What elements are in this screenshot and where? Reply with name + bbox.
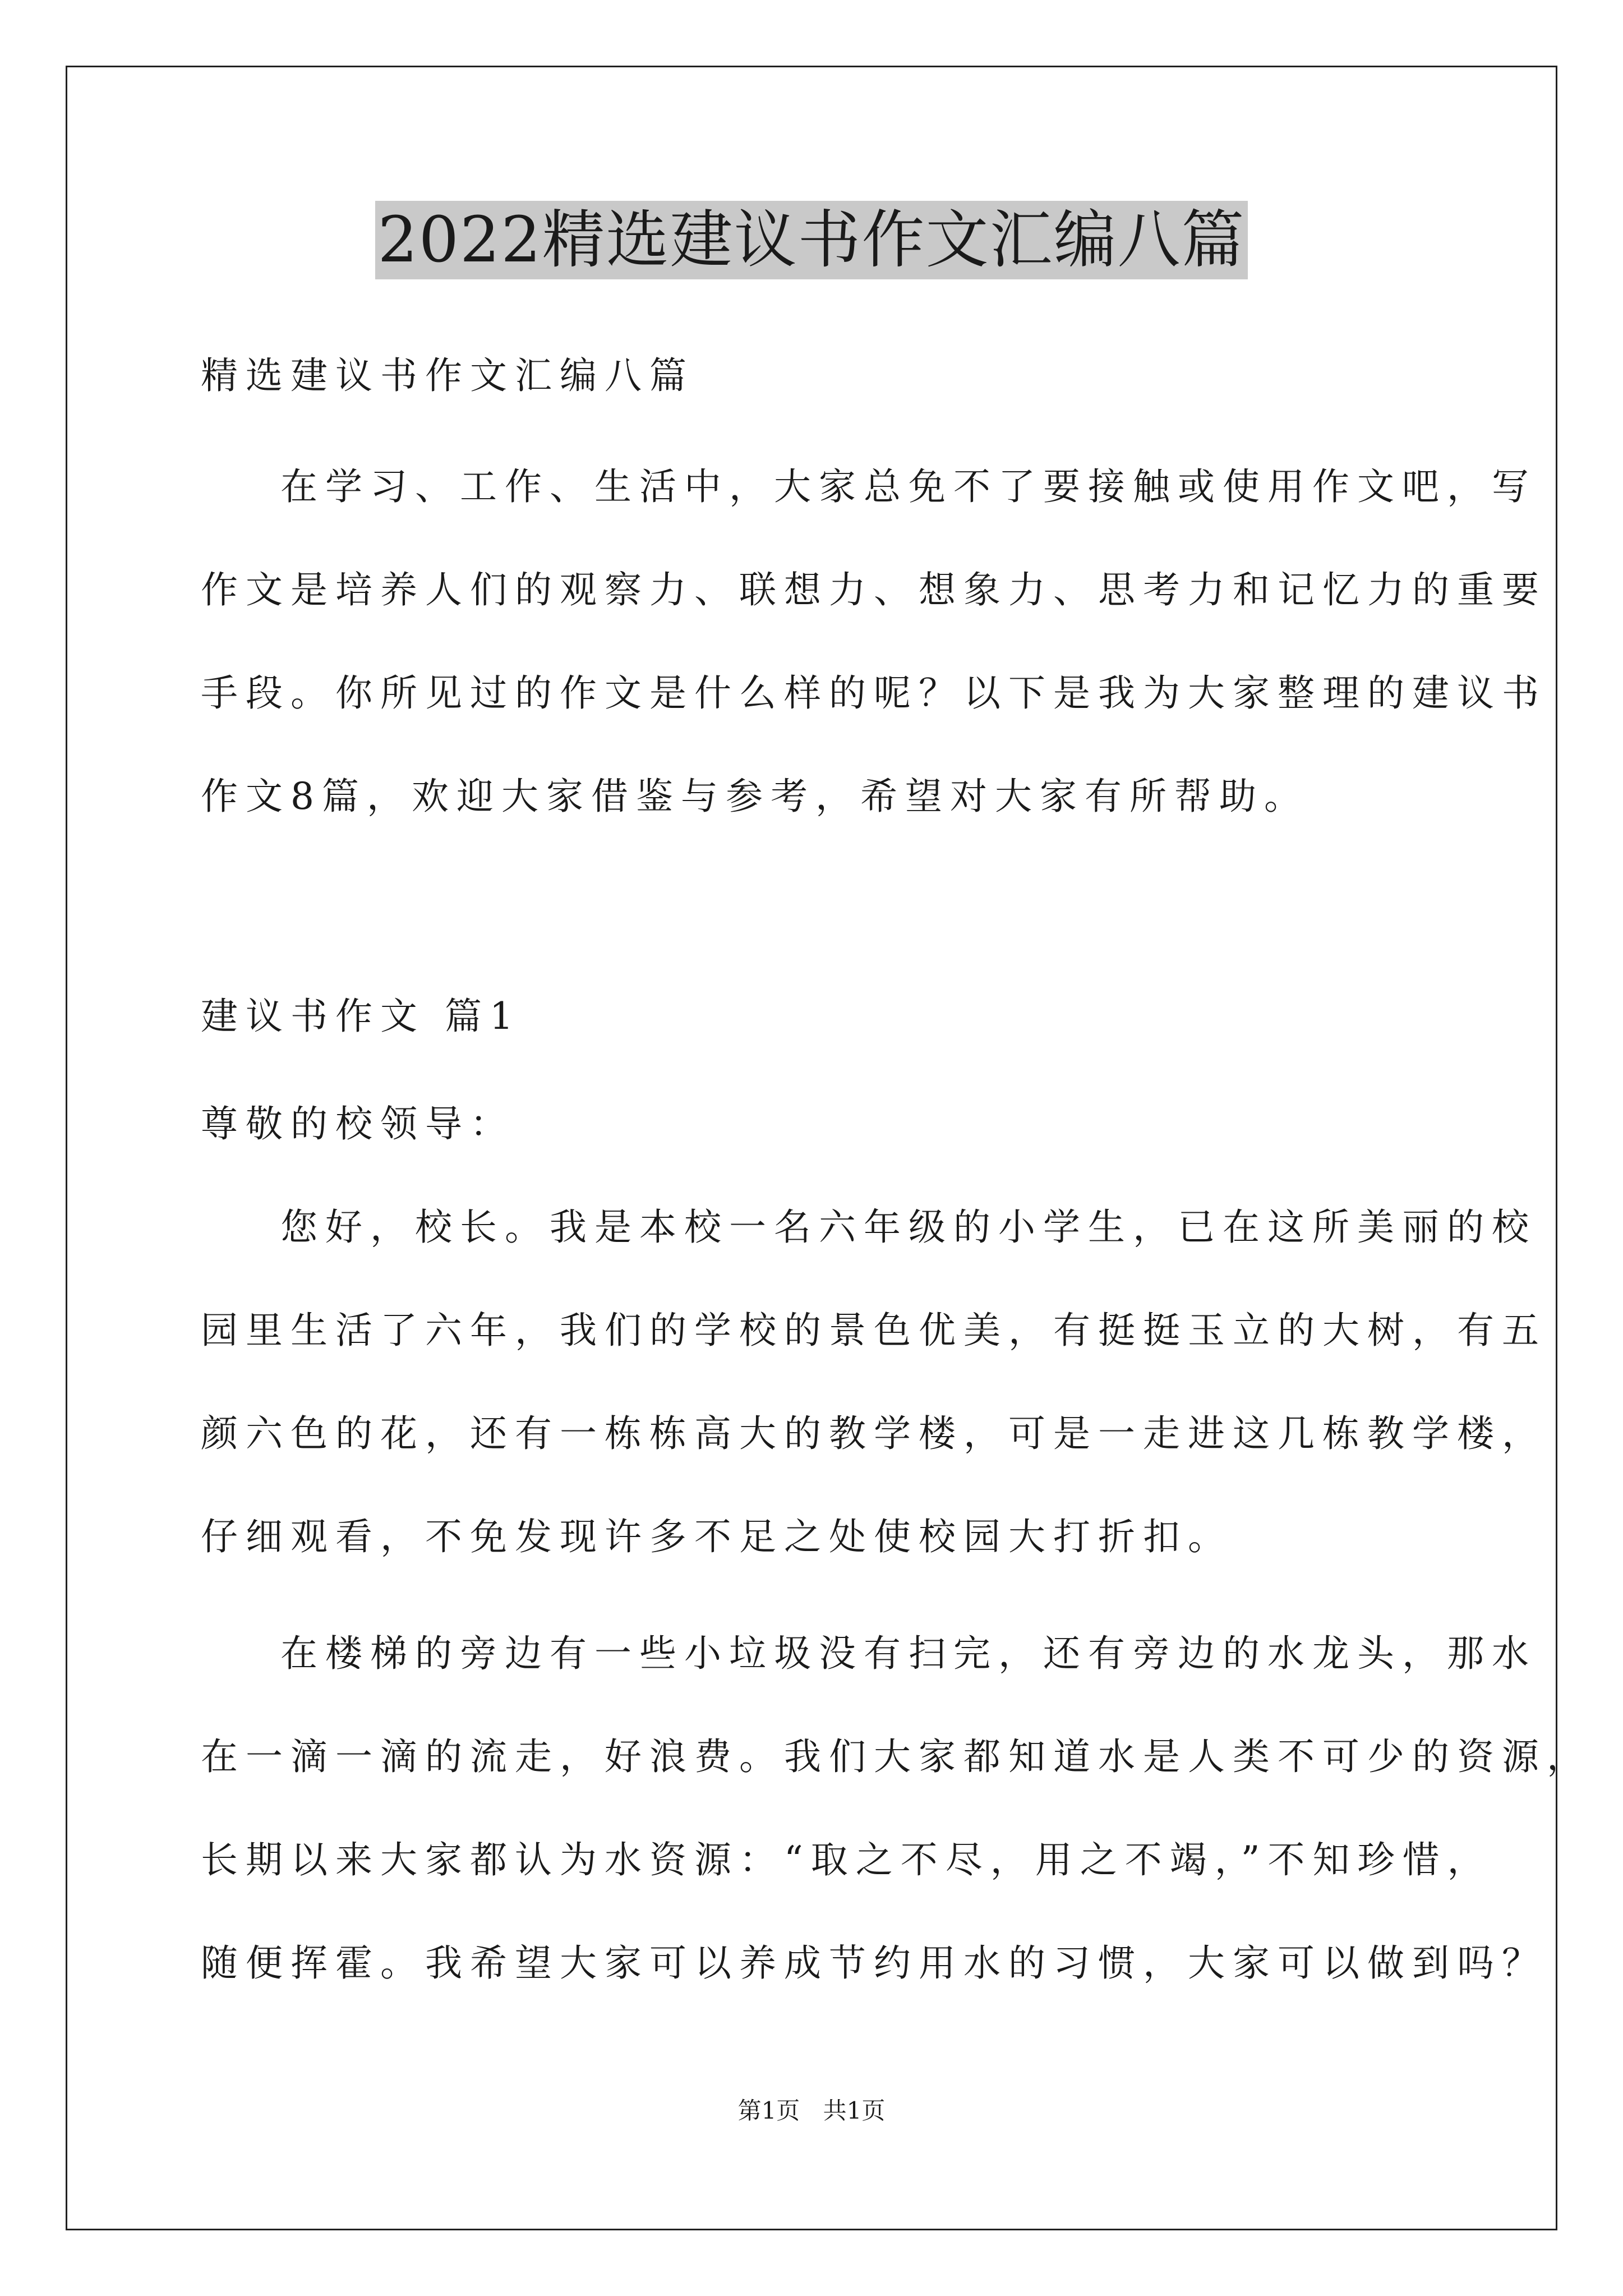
para2-line-1: 在楼梯的旁边有一些小垃圾没有扫完，还有旁边的水龙头，那水: [280, 1632, 1537, 1675]
para2-line-3: 长期以来大家都认为水资源：“取之不尽，用之不竭，”不知珍惜，: [201, 1838, 1492, 1881]
page-number-total: 共1页: [823, 2097, 886, 2124]
intro-line-1: 在学习、工作、生活中，大家总免不了要接触或使用作文吧，写: [280, 465, 1537, 508]
intro-line-4: 作文8篇，欢迎大家借鉴与参考，希望对大家有所帮助。: [201, 775, 1309, 818]
para1-line-4: 仔细观看，不免发现许多不足之处使校园大打折扣。: [201, 1515, 1233, 1558]
salutation: 尊敬的校领导：: [201, 1102, 515, 1145]
page-footer: [0, 2097, 1623, 2125]
intro-line-2: 作文是培养人们的观察力、联想力、想象力、思考力和记忆力的重要: [201, 568, 1547, 611]
document-title: 2022精选建议书作文汇编八篇: [375, 201, 1247, 279]
para2-line-4: 随便挥霍。我希望大家可以养成节约用水的习惯，大家可以做到吗？: [201, 1941, 1547, 1985]
section-heading: 建议书作文 篇1: [201, 995, 521, 1038]
para2-line-2: 在一滴一滴的流走，好浪费。我们大家都知道水是人类不可少的资源，: [201, 1735, 1592, 1778]
para1-line-2: 园里生活了六年，我们的学校的景色优美，有挺挺玉立的大树，有五: [201, 1309, 1547, 1352]
document-subtitle: 精选建议书作文汇编八篇: [201, 354, 694, 397]
para1-line-1: 您好，校长。我是本校一名六年级的小学生，已在这所美丽的校: [280, 1205, 1537, 1249]
intro-line-3: 手段。你所见过的作文是什么样的呢？以下是我为大家整理的建议书: [201, 671, 1547, 715]
para1-line-3: 颜六色的花，还有一栋栋高大的教学楼，可是一走进这几栋教学楼，: [201, 1412, 1547, 1455]
page-number-current: 第1页: [737, 2097, 800, 2124]
title-container: [0, 201, 1623, 279]
